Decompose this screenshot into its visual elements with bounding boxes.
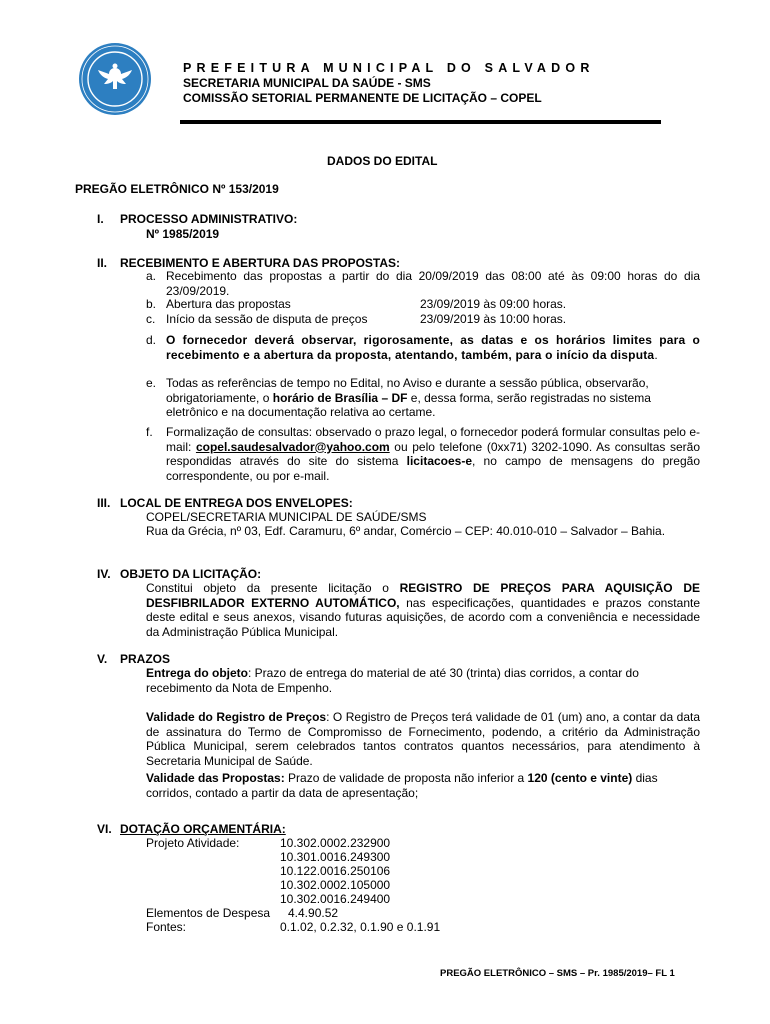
- item-d-bold-text: O fornecedor deverá observar, rigorosamente, as datas e os horários limites para o recebimento e a abertura da proposta, atentando, também, para o início da disputa: [166, 333, 700, 362]
- fontes-value: 0.1.02, 0.2.32, 0.1.90 e 0.1.91: [280, 920, 441, 934]
- item-d-letter: d.: [146, 333, 157, 347]
- item-d-period: .: [654, 347, 658, 362]
- validade-registro: [146, 710, 700, 768]
- projeto-value-5: 10.302.0016.249400: [280, 892, 391, 906]
- prazo-entrega: [146, 666, 700, 695]
- item-b-value: 23/09/2019 às 09:00 horas.: [420, 297, 567, 311]
- header-prefeitura: PREFEITURA MUNICIPAL DO SALVADOR: [183, 61, 595, 75]
- item-b-label: Abertura das propostas: [166, 297, 291, 311]
- section-i-value: Nº 1985/2019: [146, 227, 220, 241]
- section-vi-title: DOTAÇÃO ORÇAMENTÁRIA:: [120, 822, 286, 836]
- item-e-post: e, dessa forma, serão registradas no sistema eletrônico e na documentação relativa ao certame.: [166, 390, 651, 420]
- validade-propostas-post: dias corridos, contado a partir da data de apresentação;: [146, 771, 658, 800]
- section-iii-line1: COPEL/SECRETARIA MUNICIPAL DE SAÚDE/SMS: [146, 510, 427, 524]
- validade-registro-bold: Validade do Registro de Preços: [146, 710, 327, 724]
- item-f-letter: f.: [146, 425, 153, 439]
- section-i-title: PROCESSO ADMINISTRATIVO:: [120, 212, 298, 226]
- section-vi-number: VI.: [97, 822, 112, 836]
- document-title: DADOS DO EDITAL: [327, 154, 438, 168]
- elementos-label: Elementos de Despesa: [146, 906, 271, 920]
- item-f-text: [166, 425, 700, 483]
- section-iv-post: nas especificações, quantidades e prazos constante deste edital e seus anexos, visando futuras aquisições, de acordo com a conveniência e necessidade da Administração Pública Municipal.: [146, 595, 700, 639]
- validade-propostas-bold: Validade das Propostas:: [146, 771, 285, 785]
- page-footer: PREGÃO ELETRÔNICO – SMS – Pr. 1985/2019– FL 1: [440, 968, 675, 979]
- projeto-label: Projeto Atividade:: [146, 836, 240, 850]
- fontes-label: Fontes:: [146, 920, 187, 934]
- section-i-number: I.: [97, 212, 104, 226]
- section-iv-text: [146, 581, 700, 639]
- validade-registro-text: : O Registro de Preços terá validade de 01 (um) ano, a contar da data de assinatura do Termo de Compromisso de Fornecimento, podendo, a critério da Administração Pública Municipal, serem celebrados tantos contratos quantos necessários, para atendimento à Secretaria Municipal de Saúde.: [146, 710, 701, 768]
- section-v-title: PRAZOS: [120, 652, 171, 666]
- projeto-value-3: 10.122.0016.250106: [280, 864, 391, 878]
- section-iv-bold: REGISTRO DE PREÇOS PARA AQUISIÇÃO DE DESFIBRILADOR EXTERNO AUTOMÁTICO,: [146, 581, 700, 610]
- section-iii-title: LOCAL DE ENTREGA DOS ENVELOPES:: [120, 496, 353, 510]
- item-f-post: , no campo de mensagens do pregão correspondente, ou por e-mail.: [166, 454, 700, 483]
- validade-propostas-pre: Prazo de validade de proposta não inferior a: [284, 771, 528, 785]
- prazo-entrega-text: : Prazo de entrega do material de até 30 (trinta) dias corridos, a contar do recebimento da Nota de Empenho.: [146, 666, 639, 695]
- item-d-text: [166, 333, 700, 362]
- item-f-mid: ou pelo telefone (0xx71) 3202-1090. As consultas serão respondidas através do site do sistema: [166, 439, 700, 469]
- prazo-entrega-bold: Entrega do objeto: [146, 666, 248, 680]
- item-c-letter: c.: [146, 312, 156, 326]
- section-iii-line2: Rua da Grécia, nº 03, Edf. Caramuru, 6º andar, Comércio – CEP: 40.010-010 – Salvador – Bahia.: [146, 524, 666, 538]
- item-f-pre: Formalização de consultas: observado o prazo legal, o fornecedor poderá formular consultas pelo e-mail:: [166, 425, 700, 454]
- section-iv-pre: Constitui objeto da presente licitação o: [146, 581, 400, 595]
- header-comissao: COMISSÃO SETORIAL PERMANENTE DE LICITAÇÃO – COPEL: [183, 91, 542, 105]
- section-iv-number: IV.: [97, 567, 111, 581]
- item-e-text: [166, 376, 700, 420]
- item-e-letter: e.: [146, 376, 157, 390]
- header-divider: [180, 120, 661, 124]
- elementos-value: 4.4.90.52: [288, 906, 339, 920]
- projeto-value-4: 10.302.0002.105000: [280, 878, 391, 892]
- validade-propostas: [146, 771, 700, 800]
- projeto-value-2: 10.301.0016.249300: [280, 850, 391, 864]
- section-iii-number: III.: [97, 496, 111, 510]
- item-a-letter: a.: [146, 269, 157, 283]
- section-ii-title: RECEBIMENTO E ABERTURA DAS PROPOSTAS:: [120, 256, 401, 270]
- section-v-number: V.: [97, 652, 108, 666]
- validade-propostas-bold2: 120 (cento e vinte): [527, 771, 633, 785]
- site-name: licitacoes-e: [406, 454, 473, 469]
- email-link[interactable]: copel.saudesalvador@yahoo.com: [195, 439, 390, 454]
- item-e-bold: horário de Brasília – DF: [272, 390, 408, 405]
- city-seal-logo: [78, 42, 152, 116]
- item-c-value: 23/09/2019 às 10:00 horas.: [420, 312, 567, 326]
- header-secretaria: SECRETARIA MUNICIPAL DA SAÚDE - SMS: [183, 76, 431, 90]
- section-ii-number: II.: [97, 256, 108, 270]
- item-c-label: Início da sessão de disputa de preços: [166, 312, 368, 326]
- section-iv-title: OBJETO DA LICITAÇÃO:: [120, 567, 262, 581]
- projeto-value-1: 10.302.0002.232900: [280, 836, 391, 850]
- item-a-text: Recebimento das propostas a partir do dia 20/09/2019 das 08:00 até às 09:00 horas do dia 23/09/2019.: [166, 269, 700, 298]
- pregao-number: PREGÃO ELETRÔNICO Nº 153/2019: [75, 182, 279, 196]
- item-e-pre: Todas as referências de tempo no Edital, no Aviso e durante a sessão pública, observarão, obrigatoriamente, o: [166, 376, 649, 405]
- item-b-letter: b.: [146, 297, 157, 311]
